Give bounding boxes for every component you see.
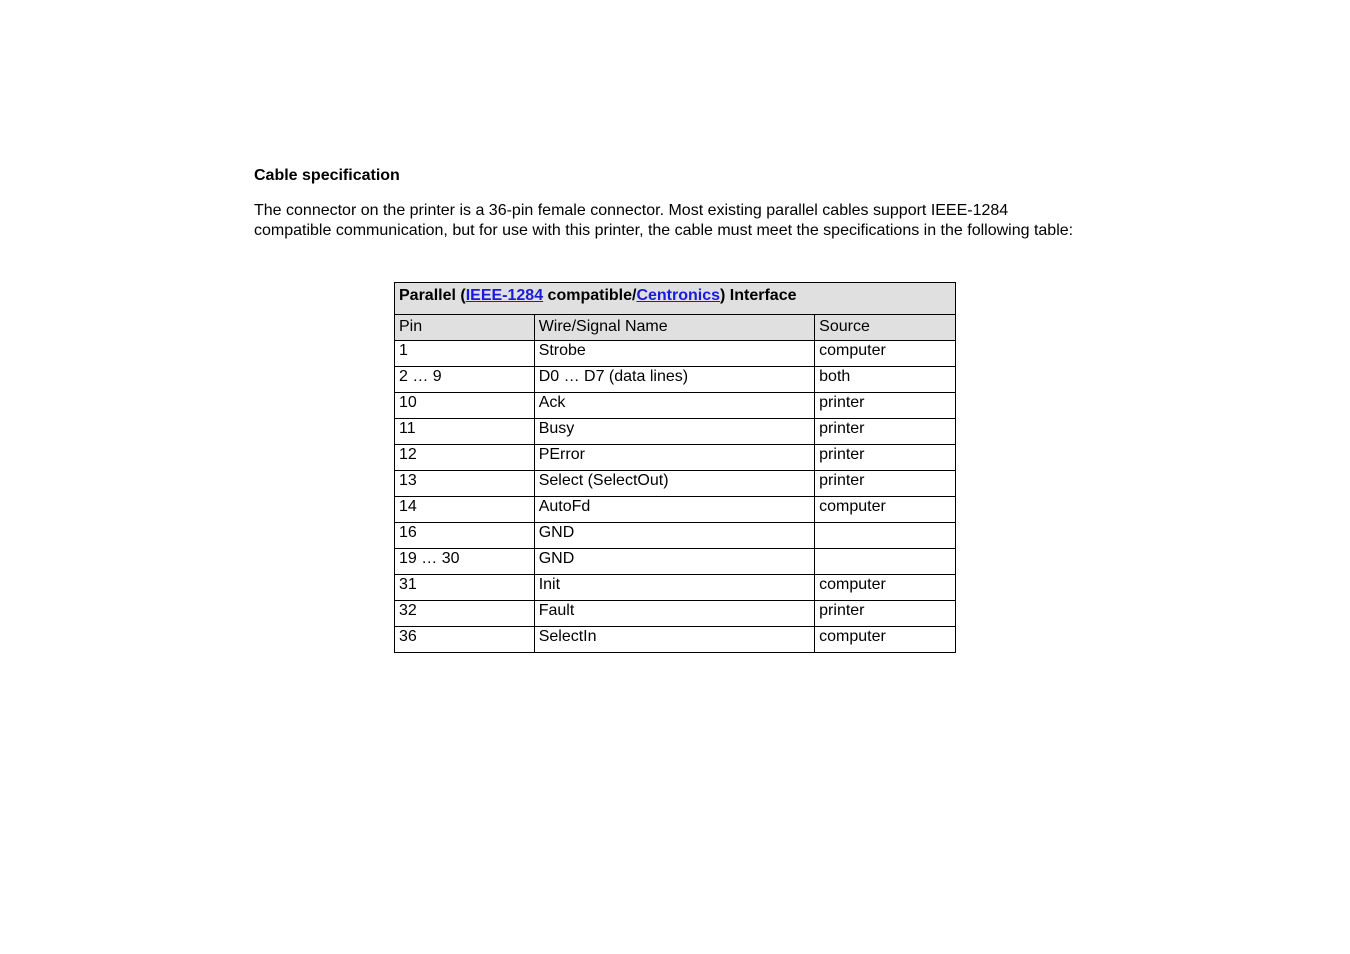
cell-signal: AutoFd bbox=[534, 497, 814, 523]
cell-signal: PError bbox=[534, 445, 814, 471]
cell-pin: 10 bbox=[395, 393, 535, 419]
cell-pin: 31 bbox=[395, 575, 535, 601]
cell-source: printer bbox=[815, 471, 956, 497]
table-title-middle: compatible/ bbox=[543, 287, 637, 304]
cell-signal: D0 … D7 (data lines) bbox=[534, 367, 814, 393]
table-title-prefix: Parallel ( bbox=[399, 287, 466, 304]
cell-source: printer bbox=[815, 393, 956, 419]
table-title-suffix: ) Interface bbox=[720, 287, 797, 304]
table-title-row bbox=[395, 283, 956, 315]
cell-pin: 16 bbox=[395, 523, 535, 549]
table-row bbox=[395, 445, 956, 471]
table-row bbox=[395, 523, 956, 549]
cell-source: printer bbox=[815, 601, 956, 627]
section-heading: Cable specification bbox=[254, 167, 400, 184]
cell-source bbox=[815, 549, 956, 575]
cell-pin: 13 bbox=[395, 471, 535, 497]
table-row bbox=[395, 601, 956, 627]
table-row bbox=[395, 419, 956, 445]
cell-signal: Init bbox=[534, 575, 814, 601]
cell-signal: Fault bbox=[534, 601, 814, 627]
table-row bbox=[395, 393, 956, 419]
cell-signal: GND bbox=[534, 523, 814, 549]
cell-source: computer bbox=[815, 497, 956, 523]
table-row bbox=[395, 575, 956, 601]
table-row bbox=[395, 367, 956, 393]
column-header-source: Source bbox=[815, 315, 956, 341]
cell-pin: 1 bbox=[395, 341, 535, 367]
ieee-1284-link[interactable]: IEEE-1284 bbox=[465, 287, 544, 304]
table-title bbox=[395, 283, 956, 315]
cell-pin: 12 bbox=[395, 445, 535, 471]
intro-paragraph: The connector on the printer is a 36-pin female connector. Most existing parallel cables support IEEE-1284 compatible communication, but for use with this printer, the cable must meet the specifications in the following table: bbox=[254, 202, 1074, 239]
cell-pin: 11 bbox=[395, 419, 535, 445]
cell-source: printer bbox=[815, 419, 956, 445]
column-header-pin: Pin bbox=[395, 315, 535, 341]
parallel-interface-table bbox=[394, 282, 956, 653]
cell-source: computer bbox=[815, 341, 956, 367]
cell-signal: Busy bbox=[534, 419, 814, 445]
table-row bbox=[395, 471, 956, 497]
table-row bbox=[395, 497, 956, 523]
cell-source: printer bbox=[815, 445, 956, 471]
cell-source: both bbox=[815, 367, 956, 393]
cell-signal: GND bbox=[534, 549, 814, 575]
cell-signal: Strobe bbox=[534, 341, 814, 367]
cell-pin: 2 … 9 bbox=[395, 367, 535, 393]
table-row bbox=[395, 627, 956, 653]
centronics-link[interactable]: Centronics bbox=[636, 287, 721, 304]
cell-source: computer bbox=[815, 627, 956, 653]
cell-pin: 19 … 30 bbox=[395, 549, 535, 575]
cell-pin: 36 bbox=[395, 627, 535, 653]
cell-signal: SelectIn bbox=[534, 627, 814, 653]
cell-pin: 32 bbox=[395, 601, 535, 627]
column-header-signal-name: Wire/Signal Name bbox=[534, 315, 814, 341]
cell-source: computer bbox=[815, 575, 956, 601]
table-row bbox=[395, 341, 956, 367]
cell-pin: 14 bbox=[395, 497, 535, 523]
table-header-row bbox=[395, 315, 956, 341]
table-row bbox=[395, 549, 956, 575]
cell-signal: Ack bbox=[534, 393, 814, 419]
cell-signal: Select (SelectOut) bbox=[534, 471, 814, 497]
cell-source bbox=[815, 523, 956, 549]
